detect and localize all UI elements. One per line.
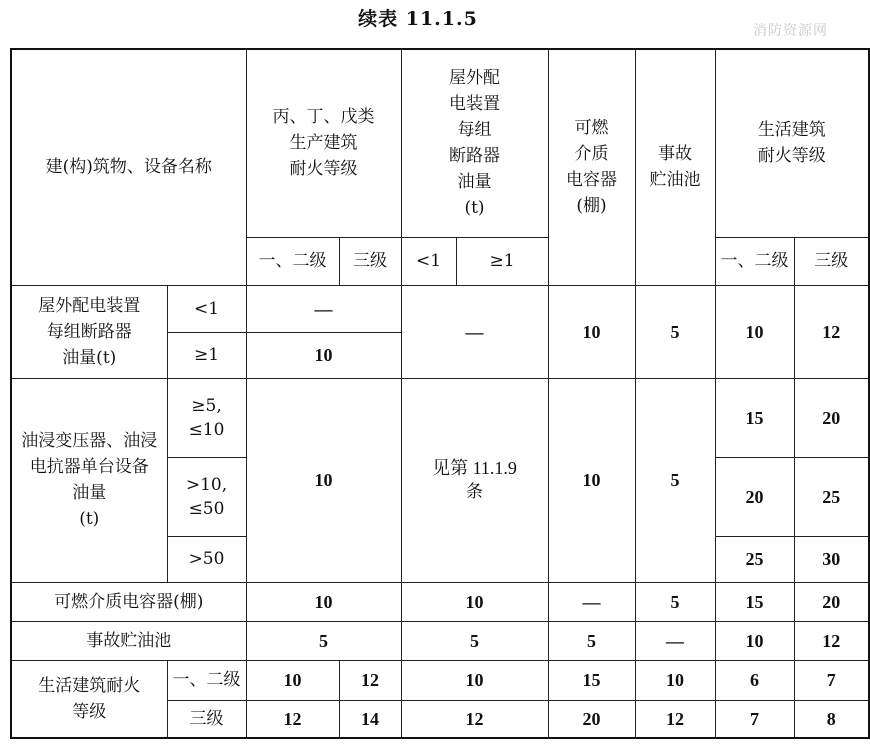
row-label-outdoor: 屋外配电装置 每组断路器 油量(t) <box>11 285 167 378</box>
table-cell: 5 <box>635 285 715 378</box>
table-cell: 5 <box>401 621 548 660</box>
header-lt1: <1 <box>401 237 456 285</box>
table-cell: 8 <box>794 700 869 738</box>
header-production-building: 丙、丁、戊类 生产建筑 耐火等级 <box>246 49 401 237</box>
table-cell: — <box>635 621 715 660</box>
table-cell: 20 <box>794 582 869 621</box>
header-capacitor: 可燃 介质 电容器 (棚) <box>548 49 635 285</box>
header-ge1: ≥1 <box>456 237 548 285</box>
table-cell: 10 <box>635 660 715 700</box>
table-cell: 14 <box>339 700 401 738</box>
sub-label: >10, ≤50 <box>167 457 246 536</box>
table-cell: — <box>548 582 635 621</box>
table-cell: 10 <box>715 285 794 378</box>
table-cell: 10 <box>246 582 401 621</box>
table-cell: 10 <box>401 660 548 700</box>
table-cell: — <box>401 285 548 378</box>
table-cell: 25 <box>715 536 794 582</box>
table-cell: 5 <box>635 582 715 621</box>
table-cell: 7 <box>715 700 794 738</box>
table-cell: 10 <box>246 378 401 582</box>
header-oil-pool: 事故 贮油池 <box>635 49 715 285</box>
table-cell: 12 <box>794 621 869 660</box>
sub-label: >50 <box>167 536 246 582</box>
table-cell: 5 <box>246 621 401 660</box>
sub-label: ≥5, ≤10 <box>167 378 246 457</box>
table-cell: 10 <box>548 378 635 582</box>
table-cell: 30 <box>794 536 869 582</box>
table-title: 续表 11.1.5 <box>358 8 478 30</box>
sub-label: ≥1 <box>167 332 246 378</box>
header-grade-3: 三级 <box>339 237 401 285</box>
row-label-oil-pool: 事故贮油池 <box>11 621 246 660</box>
fire-separation-table <box>10 48 870 739</box>
table-cell: 10 <box>715 621 794 660</box>
row-label-living: 生活建筑耐火 等级 <box>11 660 167 738</box>
row-label-capacitor: 可燃介质电容器(棚) <box>11 582 246 621</box>
table-cell: 7 <box>794 660 869 700</box>
table-cell: — <box>246 285 401 332</box>
table-cell: 12 <box>635 700 715 738</box>
table-cell: 15 <box>715 582 794 621</box>
table-cell: 12 <box>339 660 401 700</box>
table-cell: 15 <box>548 660 635 700</box>
watermark: 消防资源网 <box>753 23 828 39</box>
header-outdoor-switchgear: 屋外配 电装置 每组 断路器 油量 (t) <box>401 49 548 237</box>
header-name: 建(构)筑物、设备名称 <box>11 49 246 285</box>
table-cell: 10 <box>246 660 339 700</box>
header-grade-12: 一、二级 <box>246 237 339 285</box>
table-cell: 10 <box>246 332 401 378</box>
table-cell: 5 <box>635 378 715 582</box>
header-living-grade-12: 一、二级 <box>715 237 794 285</box>
table-cell: 12 <box>401 700 548 738</box>
row-label-transformer: 油浸变压器、油浸 电抗器单台设备 油量 (t) <box>11 378 167 582</box>
table-cell: 10 <box>548 285 635 378</box>
sub-label: 一、二级 <box>167 660 246 700</box>
table-cell: 15 <box>715 378 794 457</box>
table-cell: 12 <box>246 700 339 738</box>
table-cell: 20 <box>794 378 869 457</box>
table-cell: 见第 11.1.9 条 <box>401 378 548 582</box>
table-cell: 25 <box>794 457 869 536</box>
table-cell: 10 <box>401 582 548 621</box>
sub-label: 三级 <box>167 700 246 738</box>
header-living-grade-3: 三级 <box>794 237 869 285</box>
sub-label: <1 <box>167 285 246 332</box>
table-cell: 20 <box>715 457 794 536</box>
table-cell: 20 <box>548 700 635 738</box>
table-cell: 12 <box>794 285 869 378</box>
header-living-building: 生活建筑 耐火等级 <box>715 49 869 237</box>
table-cell: 6 <box>715 660 794 700</box>
table-cell: 5 <box>548 621 635 660</box>
